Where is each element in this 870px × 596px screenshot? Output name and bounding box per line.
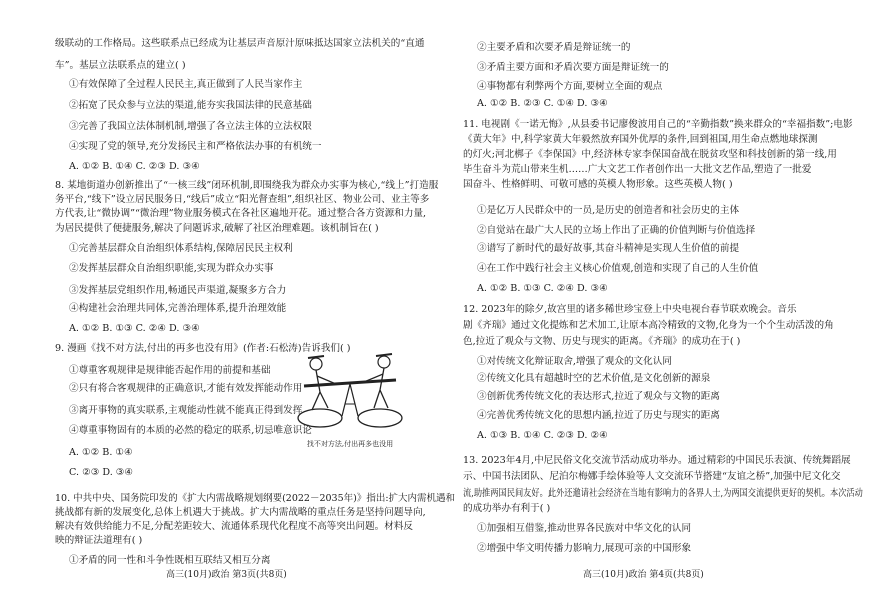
right-column-text-line: 剧《齐瑞》通过文化提炼和艺术加工,让原本高冷精致的文物,化身为一个个生动活泼的角 — [463, 320, 834, 331]
right-column-text-line: 示、中国书法团队、尼泊尔梅娜手绘体验等人文交流环节搭建“友谊之桥”,加强中尼文化交 — [463, 471, 841, 482]
left-column-text-line: 9. 漫画《找不对方法,付出的再多也没有用》(作者:石松涛)告诉我们( ) — [55, 343, 351, 354]
right-column-text-line: ①对传统文化辩证取舍,增强了观众的文化认同 — [477, 356, 672, 367]
cartoon-illustration — [296, 342, 404, 454]
right-column-text-line: ④在工作中践行社会主义核心价值观,创造和实现了自己的人生价值 — [477, 263, 759, 274]
right-column-text-line: 《黄大年》中,科学家黄大年毅然放弃国外优厚的条件,回到祖国,用生命点燃地球探测 — [463, 134, 818, 145]
right-column-text-line: A. ①③ B. ①④ C. ②③ D. ②④ — [477, 430, 608, 441]
right-column-text-line: A. ①② B. ②③ C. ①④ D. ③④ — [477, 98, 608, 109]
left-column-text-line: ①尊重客观规律是规律能否起作用的前提和基础 — [69, 365, 271, 376]
cartoon-caption: 找不对方法,付出再多也没用 — [306, 440, 394, 448]
cartoon-drawing-icon — [296, 342, 404, 454]
right-column-text-line: ③创新优秀传统文化的表达形式,拉近了观众与文物的距离 — [477, 391, 720, 402]
left-column-text-line: ④构建社会治理共同体,完善治理体系,提升治理效能 — [69, 303, 287, 314]
left-column-text-line: 挑战都有新的发展变化,总体上机遇大于挑战。扩大内需战略的重点任务是坚持问题导向, — [55, 507, 426, 518]
right-column-text-line: A. ①② B. ①③ C. ②④ D. ③④ — [477, 283, 608, 294]
left-column-text-line: C. ②③ D. ③④ — [69, 467, 133, 478]
right-column-text-line: 流,助推两国民间友好。此外还邀请社会经济在当地有影响力的各界人士,为两国交流提供更好的契机。本次活动 — [463, 488, 863, 499]
right-column-text-line: ①是亿万人民群众中的一员,是历史的创造者和社会历史的主体 — [477, 205, 740, 216]
left-column-text-line: A. ①② B. ①③ C. ②④ D. ③④ — [69, 323, 200, 334]
right-column-text-line: 的灯火;河北梆子《李保国》中,经济林专家李保国奋战在脱贫攻坚和科技创新的第一线,用 — [463, 149, 837, 160]
right-column-text-line: ①加强相互借鉴,推动世界各民族对中华文化的认同 — [477, 523, 692, 534]
right-column-text-line: ③谱写了新时代的最好故事,其奋斗精神是实现人生价值的前提 — [477, 243, 740, 254]
right-page-footer: 高三(10月)政治 第4页(共8页) — [583, 570, 704, 580]
right-column-text-line: ②传统文化具有超越时空的艺术价值,是文化创新的源泉 — [477, 373, 711, 384]
left-column-text-line: A. ①② B. ①④ — [69, 447, 133, 458]
left-column-text-line: A. ①② B. ①④ C. ②③ D. ③④ — [69, 161, 200, 172]
left-column-text-line: ④尊重事物固有的本质的必然的稳定的联系,切忌唯意识论 — [69, 425, 312, 436]
left-column-text-line: ①有效保障了全过程人民民主,真正做到了人民当家作主 — [69, 79, 303, 90]
left-column-text-line: ①矛盾的同一性和斗争性既相互联结又相互分离 — [69, 555, 271, 566]
left-column-text-line: 为居民提供了便捷服务,解决了问题诉求,破解了社区治理难题。该机制旨在( ) — [55, 223, 379, 234]
right-column-text-line: 12. 2023年的除夕,故宫里的诸多稀世珍宝登上中央电视台春节联欢晚会。音乐 — [463, 304, 797, 315]
left-column-text-line: ②发挥基层群众自治组织职能,实现为群众办实事 — [69, 263, 274, 274]
left-column-text-line: ②拓宽了民众参与立法的渠道,能夯实我国法律的民意基础 — [69, 100, 312, 111]
left-column-text-line: 解决有效供给能力不足,分配差距较大、流通体系现代化程度不高等突出问题。材料反 — [55, 521, 414, 532]
left-column-text-line: 8. 某地街道办创新推出了“一核三线”闭环机制,即围绕我为群众办实事为核心,“线上”打造服 — [55, 180, 439, 191]
right-column-text-line: 国奋斗、性格鲜明、可敬可感的英模人物形象。这些英模人物( ) — [463, 179, 733, 190]
left-column-text-line: 映的辩证法道理有( ) — [55, 535, 143, 546]
left-column-text-line: ③离开事物的真实联系,主观能动性就不能真正得到发挥 — [69, 405, 303, 416]
left-column-text-line: ③发挥基层党组织作用,畅通民声渠道,凝聚多方合力 — [69, 285, 287, 296]
right-column-text-line: ③矛盾主要方面和矛盾次要方面是辩证统一的 — [477, 62, 669, 73]
right-column-text-line: ②增强中华文明传播力影响力,展现可亲的中国形象 — [477, 543, 692, 554]
right-column-text-line: ②主要矛盾和次要矛盾是辩证统一的 — [477, 42, 631, 53]
right-column-text-line: 13. 2023年4月,中尼民俗文化交流节活动成功举办。通过精彩的中国民乐表演、传统舞蹈展 — [463, 455, 851, 466]
left-column-text-line: 级联动的工作格局。这些联系点已经成为让基层声音原汁原味抵达国家立法机关的“直通 — [55, 38, 425, 49]
right-column-text-line: 色,拉近了观众与文物、历史与现实的距离。《齐瑞》的成功在于( ) — [463, 336, 741, 347]
left-column-text-line: 方代表,让“微协调”“微治理”物业服务模式在各社区遍地开花。通过整合各方资源和力量, — [55, 208, 427, 219]
right-column-text-line: 11. 电视剧《一诺无悔》,从县委书记廖俊波用自己的“辛勤指数”换来群众的“幸福指数”;电影 — [463, 119, 853, 130]
left-column-text-line: ①完善基层群众自治组织体系结构,保障居民民主权利 — [69, 243, 293, 254]
right-column-text-line: 毕生奋斗为荒山带来生机……广大文艺工作者创作出一大批文艺作品,塑造了一批爱 — [463, 164, 812, 175]
right-column-text-line: ②自觉站在最广大人民的立场上作出了正确的价值判断与价值选择 — [477, 225, 756, 236]
right-column-text-line: ④完善优秀传统文化的思想内涵,拉近了历史与现实的距离 — [477, 410, 720, 421]
right-column-text-line: 的成功举办有利于( ) — [463, 503, 551, 514]
left-column-text-line: 务平台,“线下”设立居民服务日,“线后”成立“阳光督查组”,组织社区、物业公司、业主等多 — [55, 194, 430, 205]
left-column-text-line: ②只有将合客观规律的正确意识,才能有效发挥能动作用 — [69, 383, 303, 394]
right-column-text-line: ④事物都有利弊两个方面,要树立全面的观点 — [477, 81, 663, 92]
left-page-footer: 高三(10月)政治 第3页(共8页) — [166, 570, 287, 580]
left-column-text-line: 车”。基层立法联系点的建立( ) — [55, 60, 186, 71]
left-column-text-line: 10. 中共中央、国务院印发的《扩大内需战略规划纲要(2022－2035年)》指出:扩大内需机遇和 — [55, 493, 456, 504]
left-column-text-line: ④实现了党的领导,充分发扬民主和严格依法办事的有机统一 — [69, 141, 322, 152]
left-column-text-line: ③完善了我国立法体制机制,增强了各立法主体的立法权限 — [69, 121, 312, 132]
